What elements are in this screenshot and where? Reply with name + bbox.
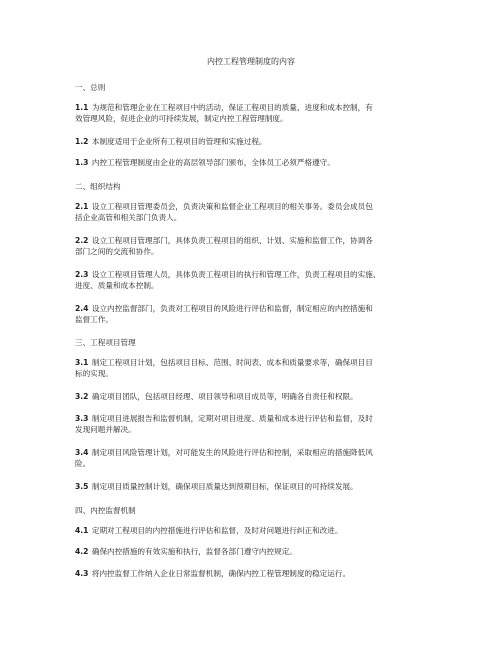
clause-line-continued: 括企业高管和相关部门负责人。 (75, 213, 182, 222)
clause-line (75, 413, 435, 424)
clause-line (75, 481, 435, 492)
clause-number: 3.1 (75, 358, 89, 367)
clause-number: 1.2 (75, 137, 89, 146)
clause-line (75, 136, 435, 147)
clause-number: 3.4 (75, 448, 89, 457)
clause-number: 3.5 (75, 482, 89, 491)
clause-number: 4.1 (75, 526, 89, 535)
clause-text: 制定项目风险管理计划，对可能发生的风险进行评估和控制，采取相应的措施降低风 (91, 448, 373, 457)
clause-number: 3.2 (75, 392, 89, 401)
clause-line (75, 235, 435, 246)
clause-line (75, 201, 435, 212)
clause-line-continued: 效管理风险，促进企业的可持续发展，制定内控工程管理制度。 (75, 114, 288, 123)
clause-line-continued: 险。 (75, 459, 91, 468)
clause-text: 设立工程项目管理部门，具体负责工程项目的组织、计划、实施和监督工作，协调各 (91, 236, 373, 245)
clause-line-continued: 标的实现。 (75, 369, 113, 378)
clause-line (75, 568, 435, 579)
clause-line-continued: 进度、质量和成本控制。 (75, 281, 159, 290)
clause-line (75, 447, 435, 458)
section-heading: 一、总则 (75, 83, 106, 92)
clause-text: 确定项目团队，包括项目经理、项目领导和项目成员等，明确各自责任和权限。 (91, 392, 358, 401)
clause-number: 2.4 (75, 304, 89, 313)
clause-text: 设立内控监督部门，负责对工程项目的风险进行评估和监督，制定相应的内控措施和 (91, 304, 373, 313)
clause-line-continued: 发现问题并解决。 (75, 425, 136, 434)
clause-line (75, 157, 435, 168)
clause-line-continued: 部门之间的交流和协作。 (75, 247, 159, 256)
clause-line (75, 546, 435, 557)
clause-line (75, 525, 435, 536)
clause-number: 1.3 (75, 158, 89, 167)
clause-number: 1.1 (75, 103, 89, 112)
clause-text: 内控工程管理制度由企业的高层领导部门颁布，全体员工必须严格遵守。 (91, 158, 335, 167)
clause-line (75, 303, 435, 314)
clause-line (75, 269, 435, 280)
clause-number: 3.3 (75, 414, 89, 423)
clause-number: 2.2 (75, 236, 89, 245)
clause-number: 4.2 (75, 547, 89, 556)
clause-text: 确保内控措施的有效实施和执行，监督各部门遵守内控规定。 (91, 547, 297, 556)
clause-line (75, 391, 435, 402)
clause-text: 制定工程项目计划，包括项目目标、范围、时间表、成本和质量要求等，确保项目目 (91, 358, 373, 367)
document-title: 内控工程管理制度的内容 (207, 57, 295, 66)
clause-text: 将内控监督工作纳入企业日常监督机制，确保内控工程管理制度的稳定运行。 (91, 569, 351, 578)
clause-number: 2.3 (75, 270, 89, 279)
section-heading: 三、工程项目管理 (75, 338, 136, 347)
clause-text: 制定项目进展报告和监督机制，定期对项目进度、质量和成本进行评估和监督，及时 (91, 414, 373, 423)
clause-text: 定期对工程项目的内控措施进行评估和监督，及时对问题进行纠正和改进。 (91, 526, 343, 535)
clause-text: 设立工程项目管理人员，具体负责工程项目的执行和管理工作，负责工程项目的实施、 (91, 270, 381, 279)
clause-text: 本制度适用于企业所有工程项目的管理和实施过程。 (91, 137, 267, 146)
clause-number: 4.3 (75, 569, 89, 578)
clause-number: 2.1 (75, 202, 89, 211)
clause-text: 设立工程项目管理委员会，负责决策和监督企业工程项目的相关事务。委员会成员包 (91, 202, 373, 211)
clause-text: 为规范和管理企业在工程项目中的活动，保证工程项目的质量、进度和成本控制，有 (91, 103, 373, 112)
clause-line-continued: 监督工作。 (75, 315, 113, 324)
section-heading: 二、组织结构 (75, 182, 121, 191)
clause-text: 制定项目质量控制计划，确保项目质量达到预期目标，保证项目的可持续发展。 (91, 482, 358, 491)
section-heading: 四、内控监督机制 (75, 506, 136, 515)
clause-line (75, 357, 435, 368)
clause-line (75, 102, 435, 113)
